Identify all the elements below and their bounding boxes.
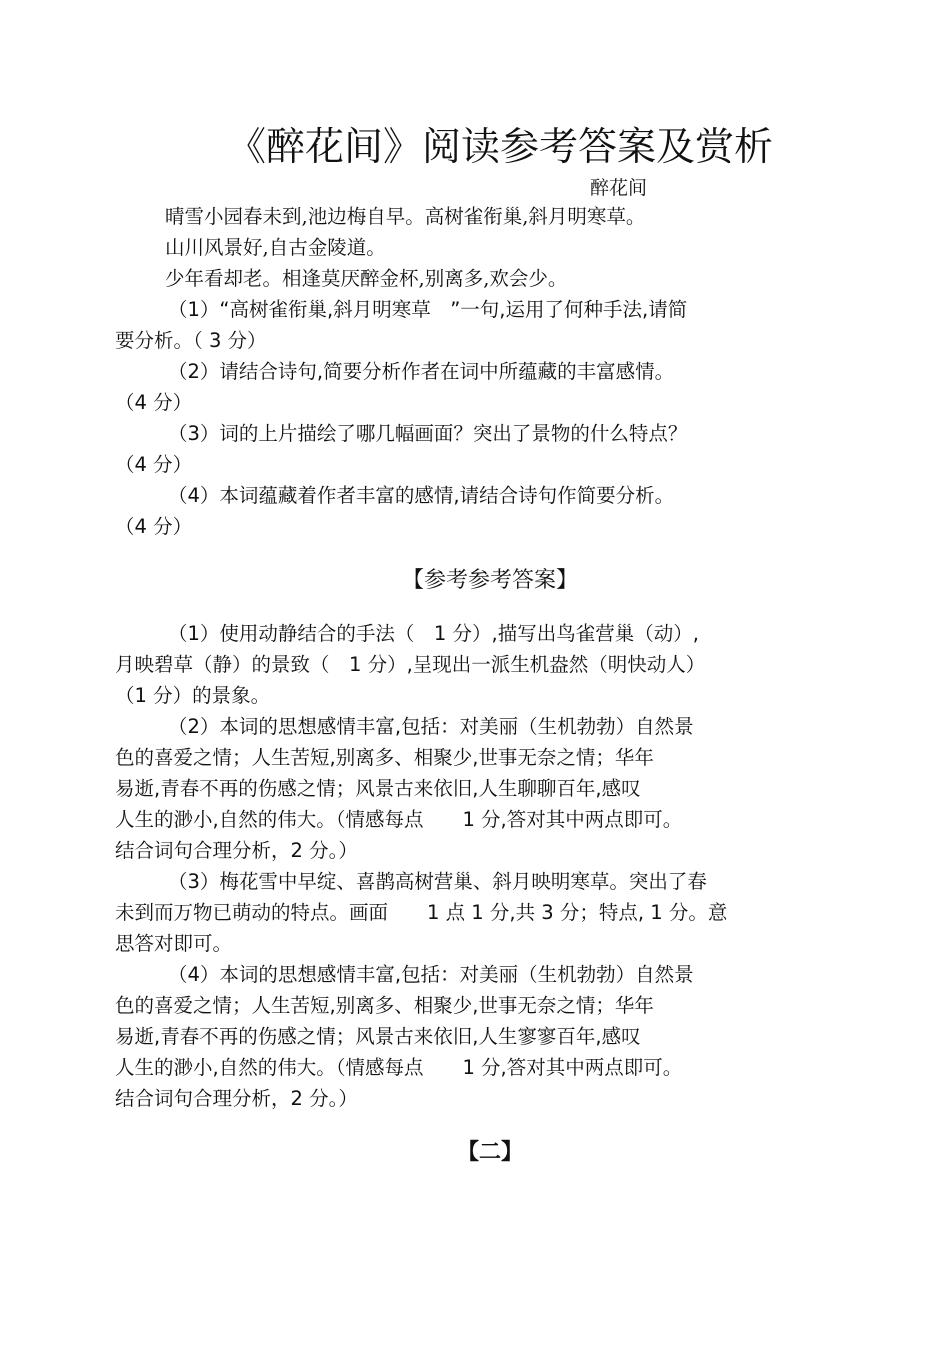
question-line: （4 分） [115, 515, 193, 538]
answer-line: 结合词句合理分析，2 分。） [115, 839, 358, 862]
section-two-heading: 【二】 [456, 1140, 523, 1165]
document-title: 《醉花间》阅读参考答案及赏析 [226, 125, 773, 170]
poem-line: 少年看却老。相逢莫厌醉金杯,别离多,欢会少。 [165, 267, 568, 290]
answer-line: （2）本词的思想感情丰富,包括：对美丽（生机勃勃）自然景 [168, 715, 694, 738]
answer-line: （1 分）的景象。 [115, 684, 271, 707]
answer-line: 结合词句合理分析，2 分。） [115, 1087, 358, 1110]
question-line: （4）本词蕴藏着作者丰富的感情,请结合诗句作简要分析。 [168, 484, 675, 507]
answer-line: 思答对即可。 [115, 932, 233, 955]
question-line: （2）请结合诗句,简要分析作者在词中所蕴藏的丰富感情。 [168, 360, 675, 383]
answer-line: 易逝,青春不再的伤感之情；风景古来依旧,人生聊聊百年,感叹 [115, 777, 641, 800]
answer-line: 易逝,青春不再的伤感之情；风景古来依旧,人生寥寥百年,感叹 [115, 1025, 641, 1048]
answer-line: 未到而万物已萌动的特点。画面 1 点 1 分,共 3 分；特点, 1 分。意 [115, 901, 728, 924]
question-line: （4 分） [115, 391, 193, 414]
answer-line: 色的喜爱之情；人生苦短,别离多、相聚少,世事无奈之情；华年 [115, 746, 654, 769]
answer-line: 人生的渺小,自然的伟大。（情感每点 1 分,答对其中两点即可。 [115, 1056, 683, 1079]
question-line: （4 分） [115, 453, 193, 476]
question-line: 要分析。（ 3 分） [115, 329, 267, 352]
answer-line: 色的喜爱之情；人生苦短,别离多、相聚少,世事无奈之情；华年 [115, 994, 654, 1017]
answer-line: （1）使用动静结合的手法（ 1 分）,描写出鸟雀营巢（动）, [168, 622, 699, 645]
answer-line: 人生的渺小,自然的伟大。（情感每点 1 分,答对其中两点即可。 [115, 808, 683, 831]
question-line: （3）词的上片描绘了哪几幅画面？突出了景物的什么特点？ [168, 422, 688, 445]
poem-line: 晴雪小园春未到,池边梅自早。高树雀衔巢,斜月明寒草。 [165, 205, 646, 228]
answer-line: （4）本词的思想感情丰富,包括：对美丽（生机勃勃）自然景 [168, 963, 694, 986]
poem-line: 山川风景好,自古金陵道。 [165, 236, 386, 259]
answer-heading: 【参考参考答案】 [401, 568, 578, 593]
answer-line: （3）梅花雪中早绽、喜鹊高树营巢、斜月映明寒草。突出了春 [168, 870, 707, 893]
answer-line: 月映碧草（静）的景致（ 1 分）,呈现出一派生机盎然（明快动人） [115, 653, 706, 676]
poem-title: 醉花间 [590, 177, 648, 199]
question-line: （1）“高树雀衔巢,斜月明寒草 ”一句,运用了何种手法,请简 [168, 298, 688, 321]
